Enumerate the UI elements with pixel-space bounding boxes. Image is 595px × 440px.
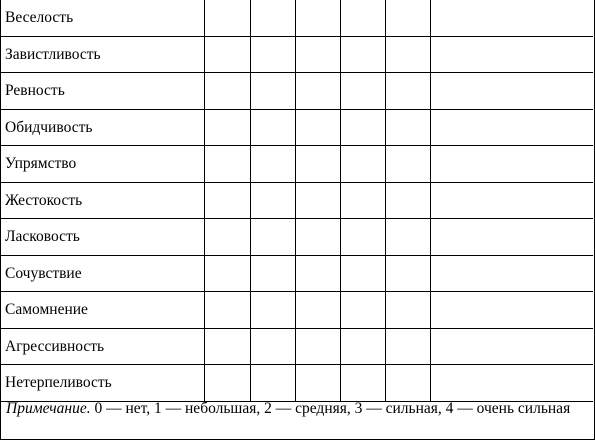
rating-cell[interactable] — [340, 292, 385, 329]
rating-cell[interactable] — [340, 182, 385, 219]
trait-label: Сочувствие — [1, 255, 204, 292]
rating-cell[interactable] — [295, 182, 340, 219]
rating-cell[interactable] — [295, 255, 340, 292]
rating-cell[interactable] — [385, 73, 430, 110]
table-row — [1, 328, 593, 365]
rating-cell[interactable] — [295, 73, 340, 110]
rating-cell[interactable] — [385, 109, 430, 146]
rating-cell[interactable] — [340, 146, 385, 183]
table-row — [1, 0, 593, 36]
trait-label: Ревность — [1, 73, 204, 110]
rating-cell[interactable] — [385, 365, 430, 402]
rating-cell[interactable] — [250, 73, 295, 110]
rating-cell[interactable] — [295, 109, 340, 146]
trait-label: Упрямство — [1, 146, 204, 183]
rating-cell[interactable] — [250, 365, 295, 402]
rating-cell[interactable] — [250, 36, 295, 73]
rating-cell[interactable] — [430, 36, 593, 73]
rating-cell[interactable] — [204, 36, 250, 73]
trait-label: Обидчивость — [1, 109, 204, 146]
rating-cell[interactable] — [295, 0, 340, 36]
rating-cell[interactable] — [204, 292, 250, 329]
table-row — [1, 219, 593, 256]
rating-cell[interactable] — [250, 182, 295, 219]
rating-cell[interactable] — [430, 146, 593, 183]
rating-cell[interactable] — [250, 146, 295, 183]
trait-label: Нетерпеливость — [1, 365, 204, 402]
rating-cell[interactable] — [295, 365, 340, 402]
rating-cell[interactable] — [250, 328, 295, 365]
rating-cell[interactable] — [204, 328, 250, 365]
rating-cell[interactable] — [250, 0, 295, 36]
rating-cell[interactable] — [295, 36, 340, 73]
note-text: 0 — нет, 1 — небольшая, 2 — средняя, 3 — сильная, 4 — очень сильная — [90, 400, 571, 417]
rating-cell[interactable] — [430, 255, 593, 292]
rating-cell[interactable] — [430, 328, 593, 365]
rating-cell[interactable] — [340, 328, 385, 365]
rating-cell[interactable] — [204, 109, 250, 146]
table-row — [1, 255, 593, 292]
rating-cell[interactable] — [430, 292, 593, 329]
rating-cell[interactable] — [250, 109, 295, 146]
table-row — [1, 146, 593, 183]
rating-cell[interactable] — [295, 292, 340, 329]
rating-cell[interactable] — [250, 255, 295, 292]
rating-cell[interactable] — [295, 146, 340, 183]
table-row — [1, 182, 593, 219]
table-row — [1, 73, 593, 110]
trait-rows — [1, 0, 593, 401]
rating-cell[interactable] — [385, 182, 430, 219]
trait-label: Веселость — [1, 0, 204, 36]
rating-cell[interactable] — [204, 146, 250, 183]
rating-cell[interactable] — [430, 73, 593, 110]
rating-note — [6, 400, 591, 418]
rating-cell[interactable] — [340, 0, 385, 36]
rating-cell[interactable] — [204, 0, 250, 36]
rating-cell[interactable] — [340, 365, 385, 402]
rating-cell[interactable] — [385, 146, 430, 183]
rating-cell[interactable] — [385, 328, 430, 365]
rating-cell[interactable] — [430, 365, 593, 402]
trait-label: Завистливость — [1, 36, 204, 73]
rating-cell[interactable] — [430, 182, 593, 219]
trait-label: Жестокость — [1, 182, 204, 219]
trait-label: Ласковость — [1, 219, 204, 256]
table-row — [1, 365, 593, 402]
rating-cell[interactable] — [204, 219, 250, 256]
rating-cell[interactable] — [340, 255, 385, 292]
rating-cell[interactable] — [430, 0, 593, 36]
note-label: Примечание. — [6, 400, 91, 417]
rating-cell[interactable] — [340, 109, 385, 146]
rating-cell[interactable] — [250, 292, 295, 329]
rating-cell[interactable] — [204, 255, 250, 292]
rating-cell[interactable] — [340, 219, 385, 256]
rating-cell[interactable] — [385, 255, 430, 292]
rating-cell[interactable] — [340, 73, 385, 110]
rating-cell[interactable] — [430, 219, 593, 256]
rating-cell[interactable] — [295, 328, 340, 365]
rating-cell[interactable] — [204, 182, 250, 219]
rating-cell[interactable] — [385, 0, 430, 36]
table-row — [1, 292, 593, 329]
rating-cell[interactable] — [385, 292, 430, 329]
rating-cell[interactable] — [385, 219, 430, 256]
trait-label: Агрессивность — [1, 328, 204, 365]
rating-cell[interactable] — [250, 219, 295, 256]
trait-label: Самомнение — [1, 292, 204, 329]
trait-rating-table — [1, 0, 593, 402]
rating-cell[interactable] — [340, 36, 385, 73]
rating-cell[interactable] — [204, 73, 250, 110]
rating-cell[interactable] — [204, 365, 250, 402]
table-row — [1, 109, 593, 146]
rating-cell[interactable] — [430, 109, 593, 146]
rating-cell[interactable] — [295, 219, 340, 256]
table-row — [1, 36, 593, 73]
rating-cell[interactable] — [385, 36, 430, 73]
